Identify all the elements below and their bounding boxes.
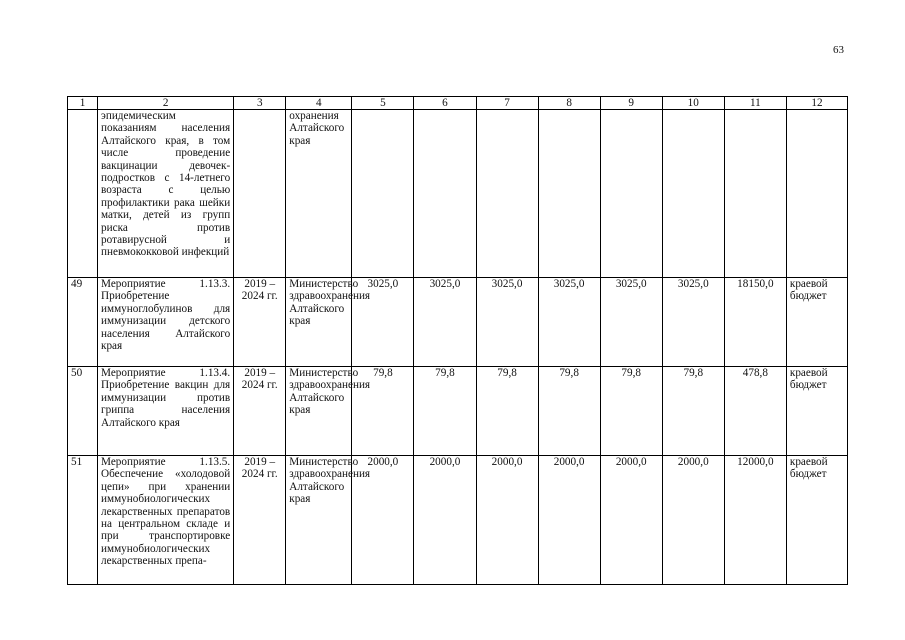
column-header: 7 xyxy=(476,97,538,110)
period: 2019 – 2024 гг. xyxy=(234,278,286,367)
value-cell xyxy=(538,110,600,278)
period: 2019 – 2024 гг. xyxy=(234,367,286,456)
value-cell: 2000,0 xyxy=(476,456,538,585)
value-cell: 2000,0 xyxy=(662,456,724,585)
activity-name: Мероприятие 1.13.4. Приобретение вакцин для иммунизации против гриппа населения Алтайского края xyxy=(98,367,234,456)
executor: Министерство здравоохранения Алтайского края xyxy=(286,367,352,456)
value-cell xyxy=(476,110,538,278)
value-cell: 79,8 xyxy=(476,367,538,456)
column-header: 11 xyxy=(724,97,786,110)
column-number-row xyxy=(68,97,848,110)
funding-source: краевой бюджет xyxy=(786,456,847,585)
total-cell: 18150,0 xyxy=(724,278,786,367)
value-cell: 2000,0 xyxy=(352,456,414,585)
total-cell xyxy=(724,110,786,278)
value-cell: 3025,0 xyxy=(476,278,538,367)
table-row xyxy=(68,367,848,456)
total-cell: 478,8 xyxy=(724,367,786,456)
value-cell: 3025,0 xyxy=(352,278,414,367)
column-header: 6 xyxy=(414,97,476,110)
column-header: 2 xyxy=(98,97,234,110)
value-cell: 79,8 xyxy=(352,367,414,456)
row-number: 49 xyxy=(68,278,98,367)
column-header: 3 xyxy=(234,97,286,110)
column-header: 4 xyxy=(286,97,352,110)
activity-name: Мероприятие 1.13.5. Обеспечение «холодовой цепи» при хранении иммунобиологических лекарственных препаратов на центральном складе и при транспортировке иммунобиологических лекарственных препа- xyxy=(98,456,234,585)
period: 2019 – 2024 гг. xyxy=(234,456,286,585)
executor: охранения Алтайского края xyxy=(286,110,352,278)
value-cell xyxy=(414,110,476,278)
value-cell: 2000,0 xyxy=(414,456,476,585)
program-activities-table xyxy=(67,96,848,585)
value-cell xyxy=(352,110,414,278)
value-cell: 2000,0 xyxy=(538,456,600,585)
funding-source: краевой бюджет xyxy=(786,367,847,456)
column-header: 1 xyxy=(68,97,98,110)
column-header: 9 xyxy=(600,97,662,110)
value-cell: 3025,0 xyxy=(538,278,600,367)
funding-source: краевой бюджет xyxy=(786,278,847,367)
value-cell: 79,8 xyxy=(414,367,476,456)
column-header: 10 xyxy=(662,97,724,110)
value-cell: 79,8 xyxy=(662,367,724,456)
column-header: 12 xyxy=(786,97,847,110)
period xyxy=(234,110,286,278)
funding-source xyxy=(786,110,847,278)
table-row xyxy=(68,456,848,585)
value-cell: 79,8 xyxy=(538,367,600,456)
value-cell: 79,8 xyxy=(600,367,662,456)
value-cell: 3025,0 xyxy=(414,278,476,367)
activity-name: Мероприятие 1.13.3. Приобретение иммуноглобулинов для иммунизации детского населения Алтайского края xyxy=(98,278,234,367)
table-row xyxy=(68,110,848,278)
page-number: 63 xyxy=(833,44,844,56)
column-header: 8 xyxy=(538,97,600,110)
value-cell xyxy=(662,110,724,278)
value-cell: 2000,0 xyxy=(600,456,662,585)
row-number xyxy=(68,110,98,278)
executor: Министерство здравоохранения Алтайского края xyxy=(286,278,352,367)
column-header: 5 xyxy=(352,97,414,110)
executor: Министерство здравоохранения Алтайского края xyxy=(286,456,352,585)
row-number: 51 xyxy=(68,456,98,585)
table-row xyxy=(68,278,848,367)
value-cell: 3025,0 xyxy=(600,278,662,367)
activity-name: эпидемическим показаниям населения Алтайского края, в том числе проведение вакцинации девочек-подростков с 14-летнего возраста с целью профилактики рака шейки матки, детей из групп риска против ротавирусной и пневмококковой инфекций xyxy=(98,110,234,278)
value-cell: 3025,0 xyxy=(662,278,724,367)
value-cell xyxy=(600,110,662,278)
row-number: 50 xyxy=(68,367,98,456)
total-cell: 12000,0 xyxy=(724,456,786,585)
